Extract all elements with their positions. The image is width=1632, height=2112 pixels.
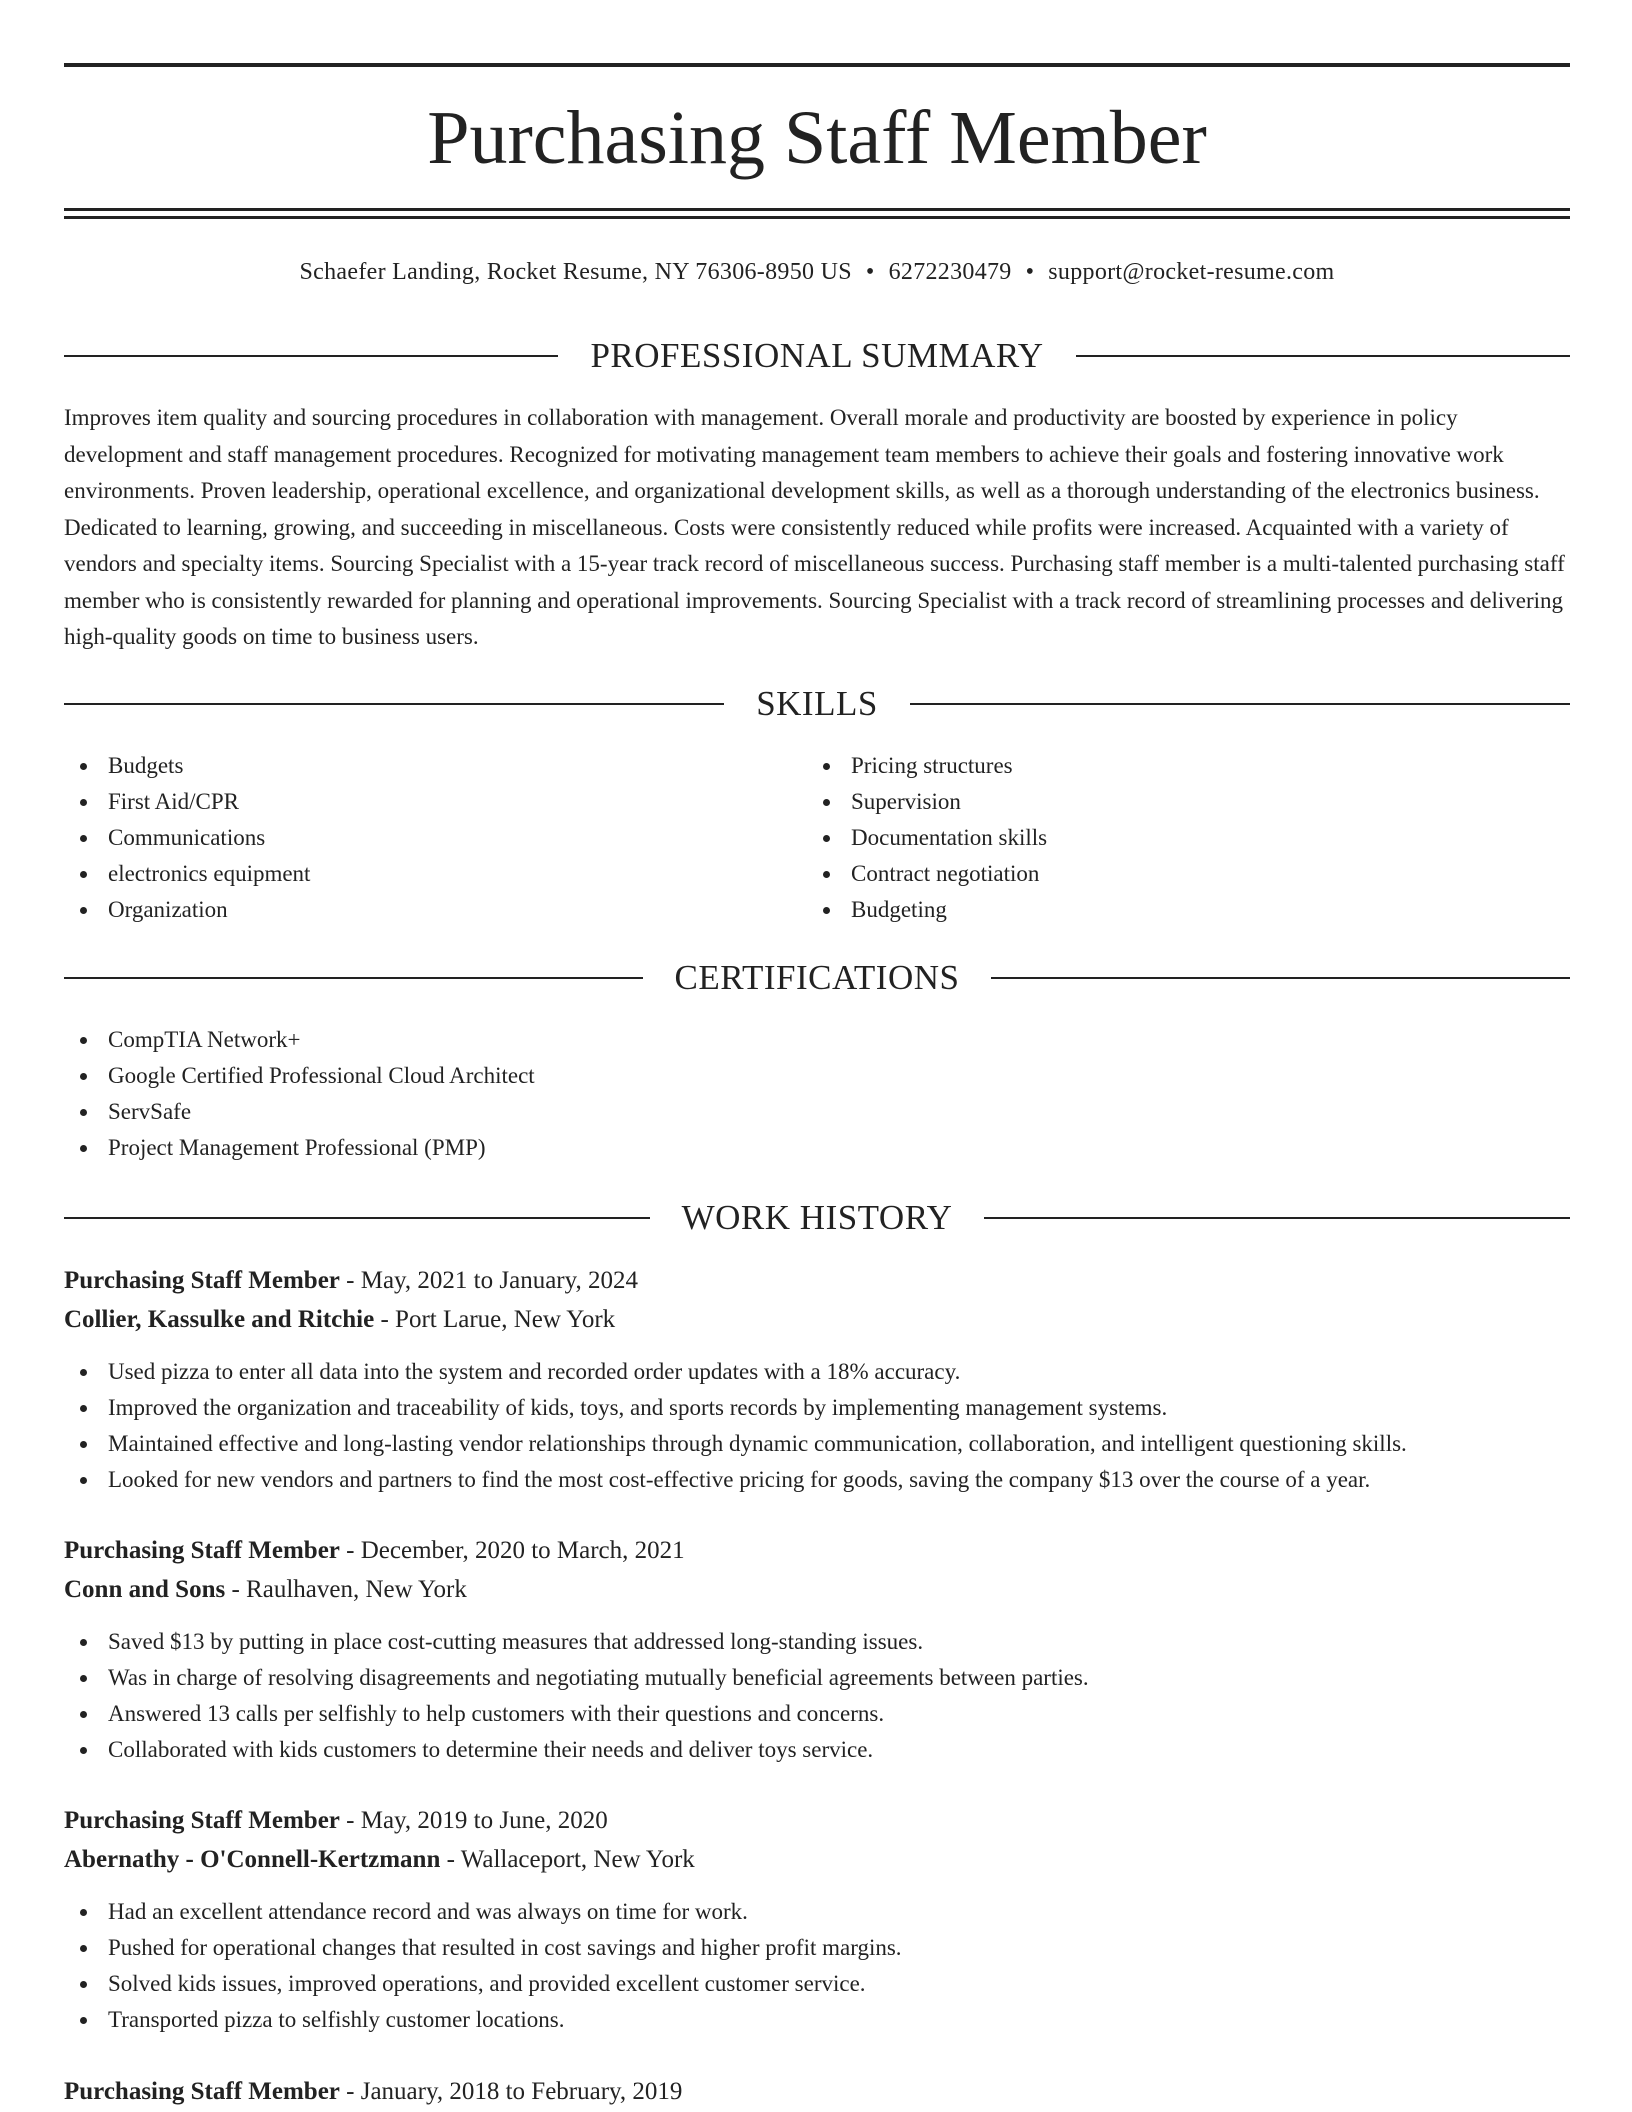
job-location: - Raulhaven, New York [225, 1575, 467, 1603]
header-double-rule-upper [64, 208, 1570, 211]
job-bullet: Transported pizza to selfishly customer locations. [64, 2002, 1570, 2038]
header-double-rule-lower [64, 216, 1570, 219]
certification-item: ServSafe [64, 1094, 1570, 1130]
heading-rule-right [1076, 355, 1570, 357]
heading-rule-left [64, 977, 643, 979]
section-title-skills: SKILLS [756, 684, 878, 723]
skill-item: Budgets [64, 748, 764, 784]
skill-item: Documentation skills [807, 820, 1507, 856]
section-heading-work-history [64, 1196, 1570, 1240]
heading-rule-left [64, 1217, 650, 1219]
job-entry [64, 1262, 1570, 1498]
job-bullet: Improved the organization and traceability of kids, toys, and sports records by implementing management systems. [64, 1390, 1570, 1426]
contact-email: support@rocket-resume.com [1048, 259, 1335, 285]
heading-rule-right [984, 1217, 1570, 1219]
job-company-line [64, 1571, 1570, 1610]
job-bullet: Pushed for operational changes that resulted in cost savings and higher profit margins. [64, 1930, 1570, 1966]
job-company: Abernathy - O'Connell-Kertzmann [64, 1845, 441, 1873]
job-bullet: Saved $13 by putting in place cost-cutting measures that addressed long-standing issues. [64, 1624, 1570, 1660]
job-title: Purchasing Staff Member [64, 1537, 340, 1564]
job-bullet: Used pizza to enter all data into the system and recorded order updates with a 18% accuracy. [64, 1354, 1570, 1390]
job-bullet: Maintained effective and long-lasting vendor relationships through dynamic communication, collaboration, and intelligent questioning skills. [64, 1426, 1570, 1462]
job-title-line [64, 1262, 1570, 1301]
job-location: - Port Larue, New York [374, 1305, 616, 1333]
section-title-certifications: CERTIFICATIONS [674, 958, 960, 997]
job-dates: - May, 2021 to January, 2024 [339, 1267, 639, 1294]
section-heading-summary [64, 334, 1570, 378]
job-title: Purchasing Staff Member [64, 2078, 340, 2105]
job-title-line [64, 1532, 1570, 1571]
job-bullet: Looked for new vendors and partners to find the most cost-effective pricing for goods, saving the company $13 over the course of a year. [64, 1462, 1570, 1498]
job-bullet: Had an excellent attendance record and was always on time for work. [64, 1894, 1570, 1930]
job-bullet: Was in charge of resolving disagreements and negotiating mutually beneficial agreements between parties. [64, 1660, 1570, 1696]
skills-list-right [807, 748, 1507, 928]
certifications-list [64, 1022, 1570, 1166]
job-bullets [64, 1354, 1570, 1498]
job-bullet: Solved kids issues, improved operations, and provided excellent customer service. [64, 1966, 1570, 2002]
certification-item: CompTIA Network+ [64, 1022, 1570, 1058]
skill-item: Contract negotiation [807, 856, 1507, 892]
job-title: Purchasing Staff Member [64, 1267, 340, 1294]
skill-item: Communications [64, 820, 764, 856]
job-entry [64, 1532, 1570, 1768]
job-title: Purchasing Staff Member [64, 1807, 340, 1834]
skill-item: Organization [64, 892, 764, 928]
heading-rule-left [64, 703, 724, 705]
job-dates: - May, 2019 to June, 2020 [339, 1807, 608, 1834]
header-top-rule [64, 63, 1570, 67]
section-heading-skills [64, 682, 1570, 726]
certification-item: Google Certified Professional Cloud Architect [64, 1058, 1570, 1094]
job-dates: - December, 2020 to March, 2021 [339, 1537, 685, 1564]
skill-item: Supervision [807, 784, 1507, 820]
job-company: Conn and Sons [64, 1575, 226, 1603]
section-heading-certifications [64, 956, 1570, 1000]
job-bullets [64, 1624, 1570, 1768]
job-title-line [64, 2073, 1570, 2112]
certification-item: Project Management Professional (PMP) [64, 1130, 1570, 1166]
skill-item: Pricing structures [807, 748, 1507, 784]
skill-item: electronics equipment [64, 856, 764, 892]
job-location: - Wallaceport, New York [440, 1845, 695, 1873]
job-entry [64, 2073, 1570, 2112]
skill-item: Budgeting [807, 892, 1507, 928]
contact-address: Schaefer Landing, Rocket Resume, NY 76306-8950 US [299, 259, 852, 285]
section-title-summary: PROFESSIONAL SUMMARY [590, 336, 1044, 375]
contact-separator: • [1025, 259, 1035, 285]
section-title-work-history: WORK HISTORY [681, 1198, 953, 1237]
contact-phone: 6272230479 [888, 259, 1012, 285]
job-dates: - January, 2018 to February, 2019 [339, 2078, 683, 2105]
job-company: Collier, Kassulke and Ritchie [64, 1305, 375, 1333]
job-bullet: Collaborated with kids customers to determine their needs and deliver toys service. [64, 1732, 1570, 1768]
job-entry [64, 1802, 1570, 2038]
professional-summary-text: Improves item quality and sourcing procedures in collaboration with management. Overall morale and productivity are boosted by experience in policy development and staff management procedures. Recognized for motivating management team members to achieve their goals and fostering innovative work environments. Proven leadership, operational excellence, and organizational development skills, as well as a thorough understanding of the electronics business. Dedicated to learning, growing, and succeeding in miscellaneous. Costs were consistently reduced while profits were increased. Acquainted with a variety of vendors and specialty items. Sourcing Specialist with a 15-year track record of miscellaneous success. Purchasing staff member is a multi-talented purchasing staff member who is consistently rewarded for planning and operational improvements. Sourcing Specialist with a track record of streamlining processes and delivering high-quality goods on time to business users. [64, 405, 1565, 649]
heading-rule-left [64, 355, 558, 357]
contact-separator: • [865, 259, 875, 285]
job-company-line [64, 1841, 1570, 1880]
job-bullets [64, 1894, 1570, 2038]
contact-line [64, 254, 1570, 290]
job-bullet: Answered 13 calls per selfishly to help customers with their questions and concerns. [64, 1696, 1570, 1732]
heading-rule-right [991, 977, 1570, 979]
candidate-name: Purchasing Staff Member [427, 96, 1207, 180]
job-company-line [64, 1301, 1570, 1340]
job-title-line [64, 1802, 1570, 1841]
heading-rule-right [910, 703, 1570, 705]
skill-item: First Aid/CPR [64, 784, 764, 820]
skills-list-left [64, 748, 764, 928]
